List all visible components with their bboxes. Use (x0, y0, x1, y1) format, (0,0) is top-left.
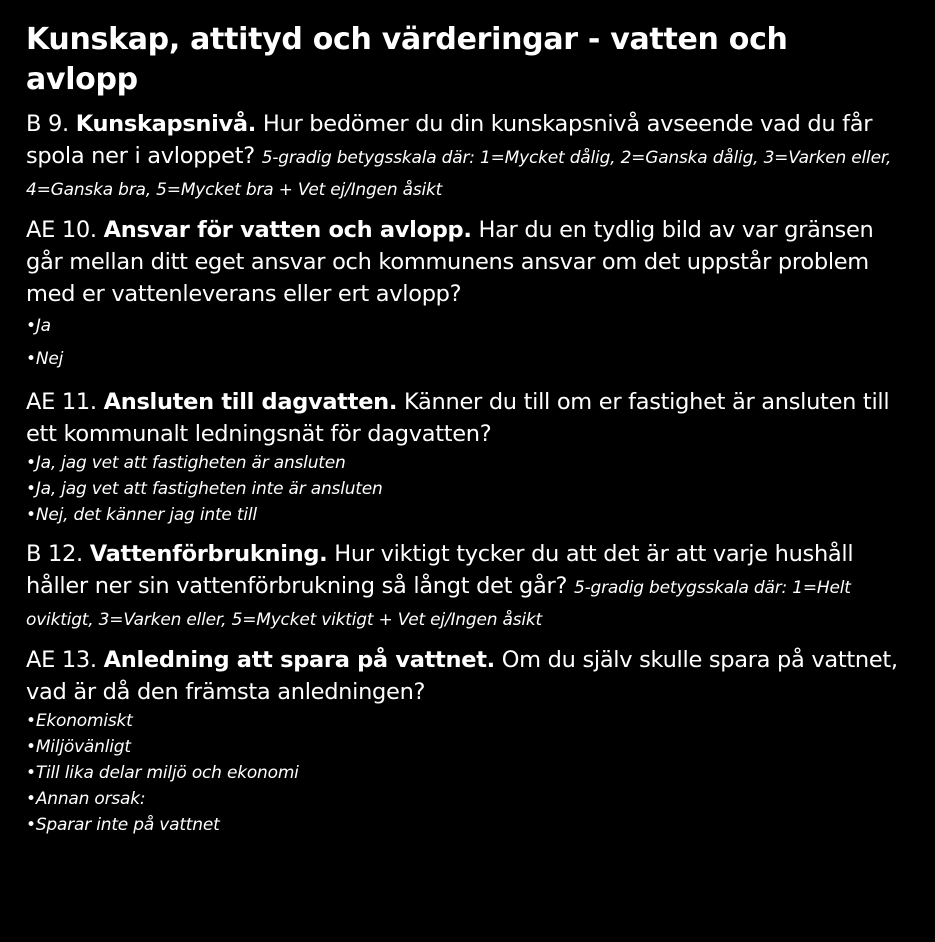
question-label: Ansluten till dagvatten. (103, 389, 398, 415)
question-ae11-text-block (26, 386, 905, 450)
answer-option: • Ja, jag vet att fastigheten inte är ansluten (26, 476, 905, 502)
question-number: B 12. (26, 541, 83, 567)
question-number: AE 13. (26, 647, 97, 673)
question-b12 (26, 538, 905, 634)
answer-option: • Ja, jag vet att fastigheten är ansluten (26, 450, 905, 476)
question-text: Hur viktigt tycker du att det är att varje hushåll håller ner sin vattenförbrukning så långt det går? (26, 541, 854, 599)
question-ae11 (26, 386, 905, 528)
slide-title: Kunskap, attityd och värderingar - vatten och avlopp (26, 22, 788, 97)
question-text: Om du själv skulle spara på vattnet, vad är då den främsta anledningen? (26, 647, 898, 705)
answer-option: • Ja (26, 310, 905, 343)
answer-option: • Nej, det känner jag inte till (26, 502, 905, 528)
question-ae13 (26, 644, 905, 838)
answer-option: • Sparar inte på vattnet (26, 812, 905, 838)
answer-option: • Nej (26, 343, 905, 376)
answer-option: • Annan orsak: (26, 786, 905, 812)
answer-options (26, 450, 905, 528)
question-text: Har du en tydlig bild av var gränsen går mellan ditt eget ansvar och kommunens ansvar om det uppstår problem med er vattenleverans eller ert avlopp? (26, 217, 874, 307)
question-label: Vattenförbrukning. (89, 541, 328, 567)
question-ae10 (26, 214, 905, 376)
answer-options (26, 310, 905, 376)
answer-option: • Till lika delar miljö och ekonomi (26, 760, 905, 786)
question-ae13-text-block (26, 644, 905, 708)
question-ae10-text-block (26, 214, 905, 310)
rating-scale-note: 5-gradig betygsskala där: 1=Mycket dålig, 2=Ganska dålig, 3=Varken eller, 4=Ganska bra, 5=Mycket bra + Vet ej/Ingen åsikt (26, 148, 892, 200)
question-b9 (26, 108, 905, 204)
question-text: Känner du till om er fastighet är ansluten till ett kommunalt ledningsnät för dagvatten? (26, 389, 890, 447)
answer-option: • Miljövänligt (26, 734, 905, 760)
question-b12-text-block (26, 538, 905, 634)
question-label: Ansvar för vatten och avlopp. (103, 217, 472, 243)
answer-options (26, 708, 905, 838)
rating-scale-note: 5-gradig betygsskala där: 1=Helt oviktigt, 3=Varken eller, 5=Mycket viktigt + Vet ej/Ingen åsikt (26, 578, 851, 630)
question-number: B 9. (26, 111, 69, 137)
question-text: Hur bedömer du din kunskapsnivå avseende vad du får spola ner i avloppet? (26, 111, 873, 169)
question-b9-text-block (26, 108, 905, 204)
question-label: Anledning att spara på vattnet. (103, 647, 495, 673)
question-number: AE 11. (26, 389, 97, 415)
answer-option: • Ekonomiskt (26, 708, 905, 734)
question-number: AE 10. (26, 217, 97, 243)
question-label: Kunskapsnivå. (75, 111, 257, 137)
